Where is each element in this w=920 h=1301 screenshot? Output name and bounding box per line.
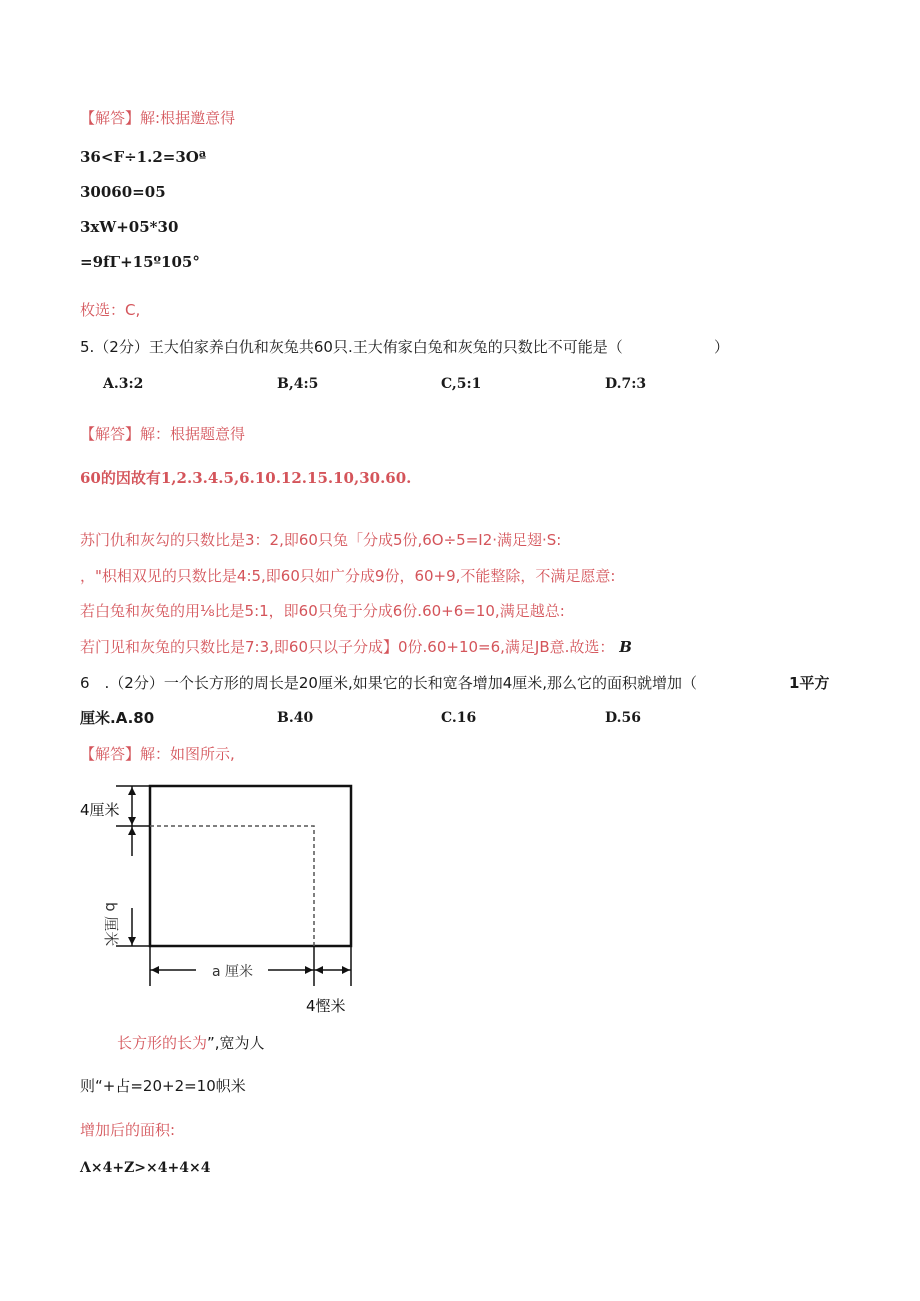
q6-unit-tail: 1平方 — [789, 674, 830, 692]
q5-line-1: 苏门仇和灰勾的只数比是3：2,即60只兔「分成5份,6O÷5=I2·满足翅·S: — [80, 531, 562, 549]
answer-intro: 解：根据题意得 — [140, 425, 246, 443]
q6-area-label: 增加后的面积: — [80, 1121, 176, 1139]
q4-choice: 枚选：C, — [80, 301, 141, 319]
q5-line-3: 若白兔和灰兔的用⅛比是5:1，即60只兔于分成6份.60+6=10,满足越总: — [80, 602, 565, 620]
q6-option-d: D.56 — [605, 710, 641, 726]
q5-question: 5.（2分）王大伯家养白仇和灰兔共60只.王大侑家白兔和灰兔的只数比不可能是（ — [80, 338, 623, 356]
q5-option-b: B,4:5 — [277, 376, 319, 392]
q4-calc-line-3: 3xW+05*30 — [80, 218, 179, 236]
q5-option-c: C,5:1 — [441, 376, 482, 392]
q6-then-line: 则“+占=20+2=10帜米 — [80, 1077, 246, 1095]
q6-answer-line — [80, 744, 235, 764]
q6-area-expression: Λ×4+Z>×4+4×4 — [80, 1160, 211, 1176]
q5-close-paren: ） — [714, 338, 730, 356]
q6-option-b: B.40 — [277, 710, 314, 726]
answer-tag: 【解答】 — [80, 745, 141, 763]
q5-answer-line — [80, 424, 245, 444]
answer-tag: 【解答】 — [80, 109, 141, 127]
q5-option-a: A.3:2 — [103, 376, 144, 392]
original-rectangle-dashed — [150, 826, 314, 946]
q6-length-line — [117, 1033, 265, 1053]
q6-length-label: 长方形的长为 — [117, 1034, 208, 1052]
q6-option-c: C.16 — [441, 710, 477, 726]
top-dimension-label: 4厘米 — [80, 801, 120, 819]
q4-calc-line-4: =9fΓ+15º105° — [80, 253, 200, 271]
q5-answer-letter: B — [619, 638, 632, 656]
q5-line-2: ，"枳相双见的只数比是4:5,即60只如广分成9份，60+9,不能整除，不满足愿意: — [80, 567, 616, 585]
answer-intro: 解：如图所示, — [140, 745, 235, 763]
side-dimension-label: b 厘米 — [102, 902, 120, 947]
answer-tag: 【解答】 — [80, 425, 141, 443]
q5-line-4 — [80, 637, 632, 657]
outer-rectangle — [150, 786, 351, 946]
q4-calc-line-2: 30060=05 — [80, 183, 166, 201]
q6-length-rest: ”,宽为人 — [207, 1034, 265, 1052]
right-bottom-dimension-label: 4慳米 — [306, 997, 346, 1015]
q4-answer-line — [80, 108, 235, 128]
q5-factors: 60的因故有1,2.3.4.5,6.10.12.15.10,30.60. — [80, 469, 412, 487]
q6-question: 6 .（2分）一个长方形的周长是20厘米,如果它的长和宽各增加4厘米,那么它的面积就增加（ — [80, 674, 698, 692]
q5-option-d: D.7:3 — [605, 376, 647, 392]
answer-intro: 解:根据邀意得 — [140, 109, 236, 127]
q6-option-a: 厘米.A.80 — [80, 709, 155, 727]
q5-line-4-text: 若门见和灰兔的只数比是7:3,即60只以子分成】0份.60+10=6,满足JB意.故选： — [80, 638, 615, 656]
bottom-dimension-label: a 厘米 — [212, 964, 254, 980]
q4-calc-line-1: 36<F÷1.2=3Oª — [80, 148, 207, 166]
